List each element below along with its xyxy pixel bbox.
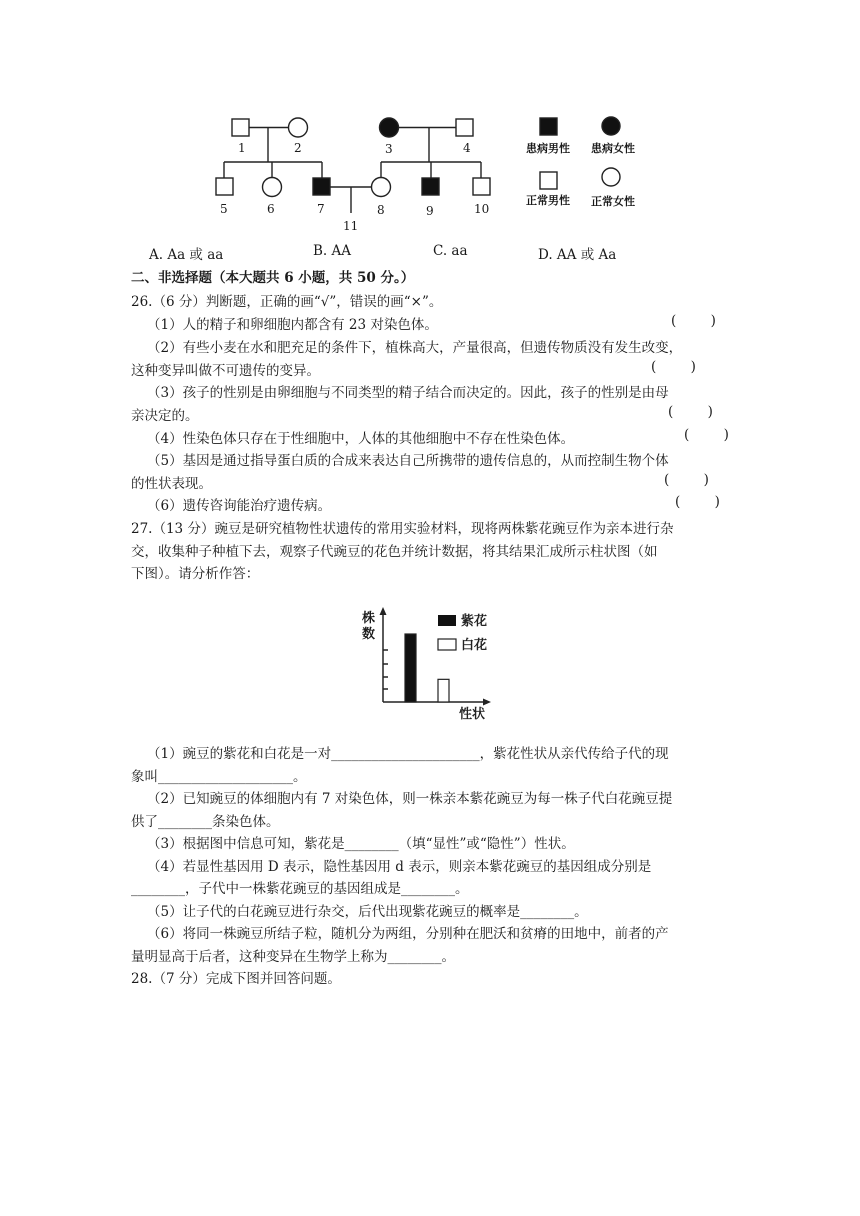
bar-white (438, 679, 449, 702)
q26-line: （3）孩子的性别是由卵细胞与不同类型的精子结合而决定的。因此，孩子的性别是由母 (147, 385, 669, 401)
individual-label: 7 (317, 202, 325, 216)
q26-answer-blank[interactable]: ( ) (675, 494, 720, 510)
legend-normal-female-label: 正常女性 (591, 195, 635, 208)
q26-line: 亲决定的。 (131, 408, 199, 424)
q27-line: 供了________条染色体。 (131, 814, 280, 830)
q27-line: 量明显高于后者，这种变异在生物学上称为________。 (131, 949, 455, 965)
legend-affected-female-symbol (602, 117, 620, 135)
individual-label: 10 (474, 202, 490, 216)
legend-label-white: 白花 (461, 638, 488, 653)
individual-8-normal-female (372, 178, 391, 197)
individual-6-normal-female (263, 178, 282, 197)
option-d: D. AA 或 Aa (538, 247, 617, 263)
individual-label: 3 (385, 142, 393, 156)
q26-line: （5）基因是通过指导蛋白质的合成来表达自己所携带的遗传信息的，从而控制生物个体 (147, 453, 669, 469)
section-title: 二、非选择题（本大题共 6 小题，共 50 分。） (131, 270, 415, 286)
legend-normal-female-symbol (602, 168, 620, 186)
q27-line: （6）将同一株豌豆所结子粒，随机分为两组，分别种在肥沃和贫瘠的田地中，前者的产 (147, 926, 669, 942)
q26-answer-blank[interactable]: ( ) (664, 472, 709, 488)
bar-chart (360, 604, 510, 720)
individual-2-normal-female (289, 118, 308, 137)
q26-answer-blank[interactable]: ( ) (651, 359, 696, 375)
individual-7-affected-male (313, 178, 330, 195)
q27-line: （4）若显性基因用 D 表示，隐性基因用 d 表示，则亲本紫花豌豆的基因组成分别是 (147, 859, 652, 875)
individual-label: 9 (426, 204, 434, 218)
bar-purple (405, 634, 416, 702)
q27-line: 象叫____________________。 (131, 769, 307, 785)
legend-swatch-purple (438, 615, 456, 626)
q26-line: （4）性染色体只存在于性细胞中，人体的其他细胞中不存在性染色体。 (147, 431, 575, 447)
option-b: B. AA (313, 243, 352, 259)
q27-line: （3）根据图中信息可知，紫花是________（填“显性”或“隐性”）性状。 (147, 836, 575, 852)
q26-line: （1）人的精子和卵细胞内都含有 23 对染色体。 (147, 317, 438, 333)
q27-line: （1）豌豆的紫花和白花是一对______________________，紫花性状从亲代传给子代的现 (147, 746, 669, 762)
legend-normal-male-symbol (540, 172, 557, 189)
individual-4-normal-male (456, 119, 473, 136)
q27-line: ________，子代中一株紫花豌豆的基因组成是________。 (131, 881, 469, 897)
individual-label: 5 (220, 202, 228, 216)
option-c: C. aa (433, 243, 468, 259)
q26-answer-blank[interactable]: ( ) (684, 427, 729, 443)
individual-label: 6 (267, 202, 275, 216)
q28-stem: 28.（7 分）完成下图并回答问题。 (131, 971, 341, 987)
q27-stem: 交，收集种子种植下去，观察子代豌豆的花色并统计数据，将其结果汇成所示柱状图（如 (131, 544, 658, 560)
individual-10-normal-male (473, 178, 490, 195)
individual-label: 1 (238, 141, 246, 155)
q27-line: （2）已知豌豆的体细胞内有 7 对染色体，则一株亲本紫花豌豆为每一株子代白花豌豆提 (147, 791, 673, 807)
legend-normal-male-label: 正常男性 (526, 194, 570, 207)
legend-affected-female-label: 患病女性 (591, 142, 635, 155)
q27-stem: 下图）。请分析作答： (131, 566, 260, 582)
individual-1-normal-male (232, 119, 249, 136)
q26-stem: 26.（6 分）判断题，正确的画“√”，错误的画“×”。 (131, 294, 443, 310)
q26-answer-blank[interactable]: ( ) (671, 313, 716, 329)
individual-3-affected-female (380, 118, 399, 137)
q26-answer-blank[interactable]: ( ) (668, 404, 713, 420)
q26-line: （6）遗传咨询能治疗遗传病。 (147, 498, 332, 514)
x-axis-arrow (483, 699, 491, 706)
q27-line: （5）让子代的白花豌豆进行杂交，后代出现紫花豌豆的概率是________。 (147, 904, 588, 920)
option-a: A. Aa 或 aa (149, 247, 224, 263)
legend-affected-male-symbol (540, 118, 557, 135)
q26-line: 的性状表现。 (131, 476, 212, 492)
x-axis-label: 性状 (459, 707, 486, 720)
individual-label: 2 (294, 141, 302, 155)
legend-swatch-white (438, 639, 456, 650)
y-axis-label: 株数 (362, 611, 376, 642)
individual-label: 4 (463, 141, 471, 155)
individual-label: 11 (343, 219, 359, 233)
y-axis-arrow (380, 607, 387, 615)
pedigree-diagram (200, 108, 660, 238)
individual-9-affected-male (422, 178, 439, 195)
legend-affected-male-label: 患病男性 (526, 142, 570, 155)
q27-stem: 27.（13 分）豌豆是研究植物性状遗传的常用实验材料，现将两株紫花豌豆作为亲本进行杂 (131, 521, 674, 537)
q26-line: （2）有些小麦在水和肥充足的条件下，植株高大，产量很高，但遗传物质没有发生改变， (147, 340, 683, 356)
legend-label-purple: 紫花 (461, 614, 488, 629)
individual-label: 8 (377, 203, 385, 217)
individual-5-normal-male (216, 178, 233, 195)
q26-line: 这种变异叫做不可遗传的变异。 (131, 363, 320, 379)
